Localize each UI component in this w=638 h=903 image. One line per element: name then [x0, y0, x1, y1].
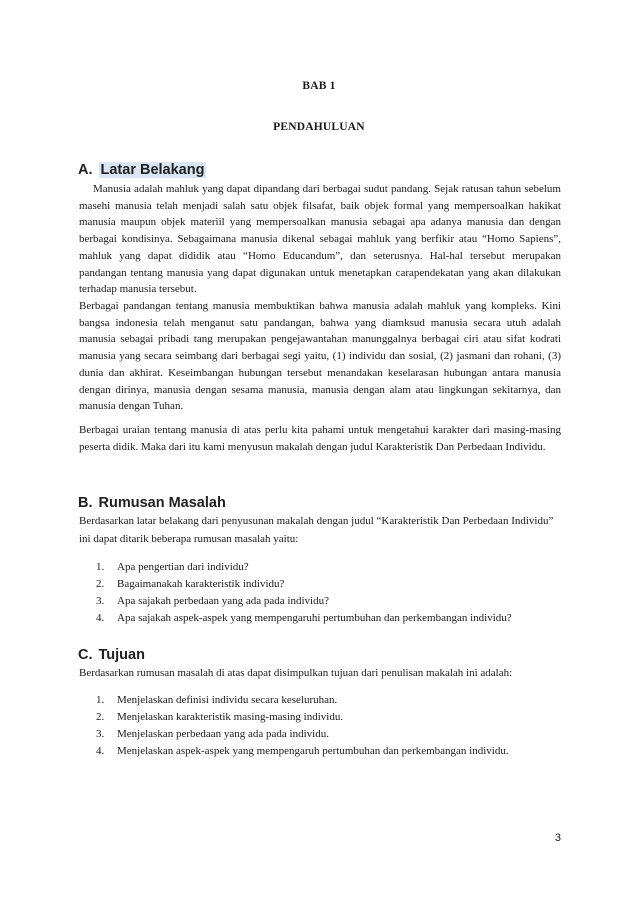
chapter-number: BAB 1 [302, 80, 336, 92]
section-a-paragraph-3: Berbagai uraian tentang manusia di atas perlu kita pahami untuk mengetahui karakter dari masing-masing peserta didik. Maka dari itu kami menyusun makalah dengan judul Karakteristik Dan Perbedaan Individu. [79, 424, 561, 453]
list-item: 1. Menjelaskan definisi individu secara keseluruhan. [96, 694, 338, 706]
section-a-title: Latar Belakang [100, 162, 205, 178]
section-c-heading [78, 646, 145, 664]
list-item: 4. Apa sajakah aspek-aspek yang mempengaruhi pertumbuhan dan perkembangan individu? [96, 612, 512, 624]
section-b-list [96, 559, 566, 627]
section-c-number: C. [78, 647, 93, 663]
list-item: 1. Apa pengertian dari individu? [96, 561, 249, 573]
list-item: 2. Bagaimanakah karakteristik individu? [96, 578, 285, 590]
section-a-paragraph-1: Manusia adalah mahluk yang dapat dipandang dari berbagai sudut pandang. Sejak ratusan tahun sebelum masehi manusia telah menjadi salah satu objek filsafat, baik objek formal yang mempersoalkan hakikat manusia maupun objek materiil yang mempersoalkan manusia sebagai apa adanya manusia dan dengan berbagai kondisinya. Sebagaimana manusia dikenal sebagai mahluk yang berfikir atau “Homo Sapiens”, mahluk yang dapat dididik atau “Homo Educandum”, dan seterusnya. Hal-hal tersebut merupakan pandangan tentang manusia yang dapat digunakan untuk menetapkan carapendekatan yang akan dilakukan terhadap manusia tersebut. [79, 183, 561, 296]
section-c-intro: Berdasarkan rumusan masalah di atas dapat disimpulkan tujuan dari penulisan makalah ini adalah: [79, 667, 513, 679]
section-c-list [96, 692, 566, 760]
section-c-title: Tujuan [98, 647, 145, 663]
chapter-title: PENDAHULUAN [273, 121, 365, 133]
list-item: 3. Apa sajakah perbedaan yang ada pada individu? [96, 595, 329, 607]
section-a-paragraph-2: Berbagai pandangan tentang manusia membuktikan bahwa manusia adalah mahluk yang kompleks. Kini bangsa indonesia telah menganut satu pandangan, bahwa yang diamksud manusia secara utuh adalah manusia sebagai pribadi tang merupakan pengejawantahan manunggalnya berbagai ciri atau sifat kodrati manusia yang secara seimbang dari berbagai segi yaitu, (1) individu dan sosial, (2) jasmani dan rohani, (3) dunia dan akhirat. Keseimbangan hubungan tersebut menandakan keselarasan hubungan antara manusia dengan dirinya, manusia dengan sesama manusia, manusia dengan alam atau lingkungan sekitarnya, dan manusia dengan Tuhan. [79, 300, 561, 413]
section-b-number: B. [78, 495, 93, 511]
list-item: 4. Menjelaskan aspek-aspek yang mempengaruh pertumbuhan dan perkembangan individu. [96, 745, 509, 757]
list-item: 2. Menjelaskan karakteristik masing-masing individu. [96, 711, 344, 723]
page-number: 3 [554, 832, 561, 844]
section-a-number: A. [78, 162, 93, 178]
section-b-heading [78, 494, 226, 512]
section-b-intro: Berdasarkan latar belakang dari penyusunan makalah dengan judul “Karakteristik Dan Perbedaan Individu” ini dapat ditarik beberapa rumusan masalah yaitu: [79, 515, 554, 545]
section-a-heading [78, 161, 206, 179]
section-b-title: Rumusan Masalah [98, 495, 226, 511]
list-item: 3. Menjelaskan perbedaan yang ada pada individu. [96, 728, 329, 740]
